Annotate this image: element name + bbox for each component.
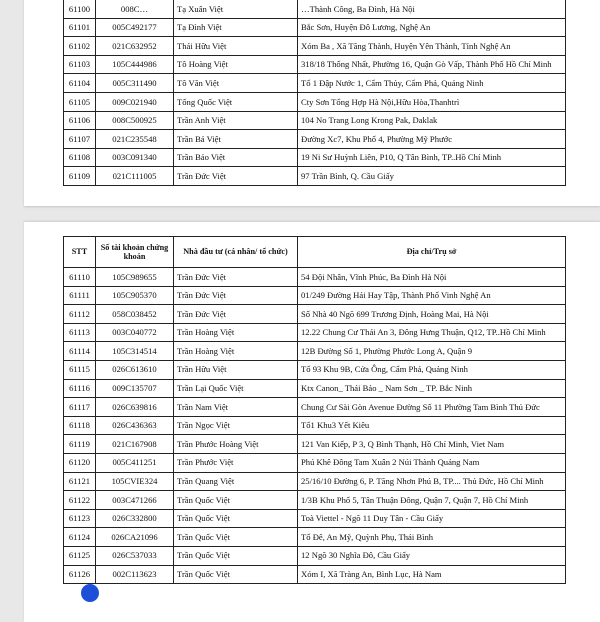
cell-account: 026C639816 (96, 398, 174, 417)
cell-account: 058C038452 (96, 305, 174, 324)
table-row (64, 74, 566, 93)
cell-account: 026CA21096 (96, 528, 174, 547)
table-row (64, 435, 566, 454)
cell-account: 009C021940 (96, 93, 174, 112)
cell-stt: 61103 (64, 55, 96, 74)
cell-account: 003C471266 (96, 491, 174, 510)
table-row (64, 323, 566, 342)
cell-investor: Tô Hoàng Việt (174, 55, 298, 74)
cell-stt: 61105 (64, 93, 96, 112)
cell-stt: 61102 (64, 37, 96, 56)
cell-stt: 61124 (64, 528, 96, 547)
cell-address: 01/249 Đường Hải Hay Tập, Thành Phố Vinh Nghệ An (298, 286, 566, 305)
cell-investor: Trần Anh Việt (174, 111, 298, 130)
cell-account: 105CVIE324 (96, 472, 174, 491)
cell-address: Xóm Ba , Xã Tăng Thành, Huyện Yên Thành, Tỉnh Nghệ An (298, 37, 566, 56)
cell-stt: 61125 (64, 546, 96, 565)
cell-investor: Trần Hoàng Việt (174, 323, 298, 342)
cell-address: 97 Trần Bình, Q. Cầu Giấy (298, 167, 566, 186)
cell-account: 026C332800 (96, 509, 174, 528)
cell-investor: Tống Quốc Việt (174, 93, 298, 112)
table-row (64, 472, 566, 491)
cell-stt: 61108 (64, 148, 96, 167)
cell-stt: 61101 (64, 18, 96, 37)
table-row (64, 111, 566, 130)
cell-investor: Trần Phước Hoàng Việt (174, 435, 298, 454)
cell-investor: Trần Quang Việt (174, 472, 298, 491)
cell-account: 026C436363 (96, 416, 174, 435)
table-row (64, 546, 566, 565)
cell-account: 005C411251 (96, 453, 174, 472)
cell-stt: 61121 (64, 472, 96, 491)
cell-account: 105C905370 (96, 286, 174, 305)
table-row (64, 0, 566, 18)
cell-investor: Trần Bảo Việt (174, 148, 298, 167)
cell-stt: 61115 (64, 360, 96, 379)
cell-address: Toà Viettel - Ngõ 11 Duy Tân - Cầu Giấy (298, 509, 566, 528)
cell-stt: 61114 (64, 342, 96, 361)
table-row (64, 305, 566, 324)
cell-investor: Tô Văn Việt (174, 74, 298, 93)
cell-investor: Trần Đức Việt (174, 268, 298, 287)
cell-address: Phú Khê Đông Tam Xuân 2 Núi Thành Quảng Nam (298, 453, 566, 472)
cell-address: Ktx Canon_ Thái Bảo _ Nam Sơn _ TP. Bắc Ninh (298, 379, 566, 398)
cell-address: 25/16/10 Đường 6, P. Tăng Nhơn Phú B, TP.... Thủ Đức, Hồ Chí Minh (298, 472, 566, 491)
cell-stt: 61117 (64, 398, 96, 417)
cell-address: 1/3B Khu Phố 5, Tân Thuận Đông, Quận 7, Quận 7, Hồ Chí Minh (298, 491, 566, 510)
cell-account: 021C235548 (96, 130, 174, 149)
cell-stt: 61104 (64, 74, 96, 93)
cell-investor: Trần Hoàng Việt (174, 342, 298, 361)
cell-investor: Trần Hữu Việt (174, 360, 298, 379)
table-row (64, 379, 566, 398)
header-account: Số tài khoản chứng khoán (96, 237, 174, 268)
cell-investor: Tạ Đình Việt (174, 18, 298, 37)
cell-account: 009C135707 (96, 379, 174, 398)
table-row (64, 491, 566, 510)
cell-stt: 61126 (64, 565, 96, 584)
cell-investor: Trần Ngọc Việt (174, 416, 298, 435)
cell-account: 003C040772 (96, 323, 174, 342)
cell-address: 19 Ni Sư Huỳnh Liên, P10, Q Tân Bình, TP..Hồ Chí Minh (298, 148, 566, 167)
cell-stt: 61109 (64, 167, 96, 186)
table-header-row (64, 237, 566, 268)
cell-investor: Trần Nam Việt (174, 398, 298, 417)
cell-stt: 61123 (64, 509, 96, 528)
cell-address: …Thành Công, Ba Đình, Hà Nội (298, 0, 566, 18)
cell-stt: 61119 (64, 435, 96, 454)
header-investor: Nhà đầu tư (cá nhân/ tổ chức) (174, 237, 298, 268)
cell-account: 008C… (96, 0, 174, 18)
cell-address: Chung Cư Sài Gòn Avenue Đường Số 11 Phường Tam Bình Thủ Đức (298, 398, 566, 417)
cell-stt: 61112 (64, 305, 96, 324)
cell-account: 026C537033 (96, 546, 174, 565)
cell-account: 021C167908 (96, 435, 174, 454)
cell-address: Đường Xc7, Khu Phố 4, Phường Mỹ Phước (298, 130, 566, 149)
cell-stt: 61120 (64, 453, 96, 472)
table-row (64, 398, 566, 417)
cell-investor: Trần Quốc Việt (174, 491, 298, 510)
cell-investor: Trần Quốc Việt (174, 509, 298, 528)
cell-address: Tổ1 Khu3 Yết Kiêu (298, 416, 566, 435)
table-row (64, 55, 566, 74)
cell-address: Tổ Đê, An Mỹ, Quỳnh Phụ, Thái Bình (298, 528, 566, 547)
table-row (64, 453, 566, 472)
table-row (64, 130, 566, 149)
cell-address: 318/18 Thống Nhất, Phường 16, Quận Gò Vấp, Thành Phố Hồ Chí Minh (298, 55, 566, 74)
table-row (64, 268, 566, 287)
cell-address: Xóm I, Xã Tràng An, Bình Lục, Hà Nam (298, 565, 566, 584)
table-row (64, 37, 566, 56)
table-row (64, 286, 566, 305)
cell-address: Số Nhà 40 Ngõ 699 Trương Định, Hoàng Mai, Hà Nội (298, 305, 566, 324)
shareholder-table-page-2 (63, 236, 566, 584)
cell-address: Tổ 93 Khu 9B, Cửa Ông, Cẩm Phả, Quảng Ninh (298, 360, 566, 379)
cell-investor: Trần Phước Việt (174, 453, 298, 472)
table-row (64, 565, 566, 584)
cell-address: 12B Đường Số 1, Phường Phước Long A, Quận 9 (298, 342, 566, 361)
table-row (64, 528, 566, 547)
cell-investor: Trần Quốc Việt (174, 565, 298, 584)
cell-address: 12.22 Chung Cư Thái An 3, Đông Hưng Thuận, Q12, TP..Hồ Chí Minh (298, 323, 566, 342)
cell-stt: 61107 (64, 130, 96, 149)
table-row (64, 93, 566, 112)
cell-stt: 61118 (64, 416, 96, 435)
cell-investor: Trần Quốc Việt (174, 546, 298, 565)
cell-address: 12 Ngõ 30 Nghĩa Đô, Cầu Giấy (298, 546, 566, 565)
cell-investor: Tạ Xuân Việt (174, 0, 298, 18)
cell-address: Cty Sơn Tổng Hợp Hà Nội,Hữu Hòa,Thanhtrì (298, 93, 566, 112)
cell-stt: 61113 (64, 323, 96, 342)
table-row (64, 18, 566, 37)
cell-address: 121 Van Kiếp, P 3, Q Bình Thạnh, Hồ Chí Minh, Viet Nam (298, 435, 566, 454)
table-row (64, 416, 566, 435)
cell-investor: Trần Đức Việt (174, 286, 298, 305)
cell-stt: 61122 (64, 491, 96, 510)
document-page-2 (24, 222, 600, 622)
cell-account: 105C989655 (96, 268, 174, 287)
cell-investor: Trần Đức Việt (174, 305, 298, 324)
cell-stt: 61106 (64, 111, 96, 130)
cell-investor: Trần Quốc Việt (174, 528, 298, 547)
cell-investor: Trần Lại Quốc Việt (174, 379, 298, 398)
table-row (64, 360, 566, 379)
cell-account: 002C113623 (96, 565, 174, 584)
cell-account: 105C444986 (96, 55, 174, 74)
cell-stt: 61100 (64, 0, 96, 18)
cell-investor: Trần Bá Việt (174, 130, 298, 149)
cell-address: Tổ 1 Đập Nước 1, Cẩm Thủy, Cẩm Phả, Quảng Ninh (298, 74, 566, 93)
cursor-indicator (81, 584, 99, 602)
table-row (64, 167, 566, 186)
header-address: Địa chỉ/Trụ sở (298, 237, 566, 268)
table-row (64, 148, 566, 167)
header-stt: STT (64, 237, 96, 268)
cell-stt: 61111 (64, 286, 96, 305)
cell-address: 54 Đội Nhân, Vĩnh Phúc, Ba Đình Hà Nội (298, 268, 566, 287)
cell-investor: Thái Hữu Việt (174, 37, 298, 56)
cell-account: 105C314514 (96, 342, 174, 361)
cell-account: 005C311490 (96, 74, 174, 93)
cell-account: 008C500925 (96, 111, 174, 130)
cell-stt: 61110 (64, 268, 96, 287)
table-row (64, 342, 566, 361)
cell-account: 003C091340 (96, 148, 174, 167)
cell-account: 021C111005 (96, 167, 174, 186)
cell-address: 104 No Trang Long Krong Pak, Daklak (298, 111, 566, 130)
table-row (64, 509, 566, 528)
cell-account: 021C632952 (96, 37, 174, 56)
shareholder-table-page-1 (63, 0, 566, 186)
cell-address: Bắc Sơn, Huyện Đô Lương, Nghệ An (298, 18, 566, 37)
cell-stt: 61116 (64, 379, 96, 398)
document-page-1 (24, 0, 600, 206)
cell-investor: Trần Đức Việt (174, 167, 298, 186)
cell-account: 005C492177 (96, 18, 174, 37)
cell-account: 026C613610 (96, 360, 174, 379)
